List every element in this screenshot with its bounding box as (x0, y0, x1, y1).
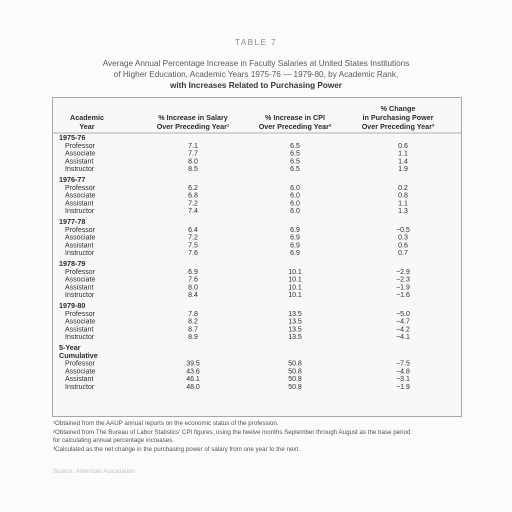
purchasing-power-value: 0.7 (398, 250, 408, 258)
purchasing-power-value: −1.6 (396, 292, 410, 300)
rank-label: Associate (65, 318, 96, 326)
cpi-value: 50.8 (288, 360, 302, 368)
rank-label: Professor (65, 268, 95, 276)
cpi-value: 6.5 (290, 158, 300, 166)
purchasing-power-value: −4.8 (396, 368, 410, 376)
cpi-value: 6.5 (290, 150, 300, 158)
purchasing-power-value: −2.3 (396, 276, 410, 284)
cpi-value: 50.8 (288, 376, 302, 384)
header-cpi-increase: Over Preceding Year² (258, 122, 332, 131)
cpi-value: 6.0 (290, 200, 300, 208)
purchasing-power-value: 1.1 (398, 150, 408, 158)
rank-label: Assistant (65, 242, 94, 250)
purchasing-power-value: −1.9 (396, 284, 410, 292)
title-line-1: Average Annual Percentage Increase in Faculty Salaries at United States Institutions (102, 59, 410, 68)
purchasing-power-value: −5.0 (396, 310, 410, 318)
rank-label: Associate (65, 192, 96, 200)
salary-value: 7.1 (188, 142, 198, 150)
cpi-value: 6.0 (290, 192, 300, 200)
footnote-3: ³Calculated as the net change in the purchasing power of salary from one year to the next. (53, 445, 300, 453)
cpi-value: 6.9 (290, 242, 300, 250)
footnote-1: ¹Obtained from the AAUP annual reports on the economic status of the profession. (53, 420, 279, 427)
salary-table (52, 97, 462, 417)
rank-label: Instructor (65, 384, 95, 391)
rank-label: Associate (65, 234, 96, 242)
purchasing-power-value: 0.8 (398, 192, 408, 200)
purchasing-power-value: 1.4 (398, 158, 408, 166)
purchasing-power-value: 1.1 (398, 200, 408, 208)
purchasing-power-value: −1.9 (396, 384, 410, 391)
salary-value: 48.0 (186, 384, 200, 391)
salary-table-grid (53, 98, 461, 416)
purchasing-power-value: −2.9 (396, 268, 410, 276)
salary-value: 8.9 (188, 334, 198, 342)
cpi-value: 6.0 (290, 208, 300, 216)
salary-value: 8.2 (188, 318, 198, 326)
rank-label: Instructor (65, 292, 95, 300)
group-label: 1978-79 (59, 259, 86, 268)
purchasing-power-value: −4.7 (396, 318, 410, 326)
title-line-2: of Higher Education, Academic Years 1975-76 — 1979-80, by Academic Rank, (113, 70, 399, 79)
cpi-value: 10.1 (288, 268, 302, 276)
salary-value: 8.0 (188, 284, 198, 292)
salary-value: 43.6 (186, 368, 200, 376)
cpi-value: 6.9 (290, 226, 300, 234)
cpi-value: 50.8 (288, 384, 302, 391)
salary-value: 46.1 (186, 376, 200, 384)
salary-value: 7.6 (188, 250, 198, 258)
rank-label: Professor (65, 310, 95, 318)
header-salary-increase: Over Preceding Year¹ (156, 122, 230, 131)
salary-value: 8.5 (188, 166, 198, 174)
salary-value: 7.6 (188, 276, 198, 284)
header-purchasing-power: % Change (380, 104, 416, 113)
salary-value: 7.4 (188, 208, 198, 216)
purchasing-power-value: −7.5 (396, 360, 410, 368)
table-title (60, 58, 452, 91)
header-academic-year: Year (79, 122, 95, 131)
rank-label: Assistant (65, 158, 94, 166)
group-label: Cumulative (59, 350, 98, 360)
table-label: TABLE 7 (235, 38, 277, 47)
salary-value: 6.2 (188, 184, 198, 192)
footnote-2-continued: for calculating annual percentage increases. (53, 437, 175, 445)
group-label: 1977-78 (59, 217, 86, 226)
header-purchasing-power: Over Preceding Year³ (361, 122, 435, 131)
salary-value: 8.0 (188, 158, 198, 166)
purchasing-power-value: 0.6 (398, 142, 408, 150)
purchasing-power-value: 1.3 (398, 208, 408, 216)
salary-value: 7.5 (188, 242, 198, 250)
header-purchasing-power: in Purchasing Power (362, 113, 434, 122)
salary-value: 8.7 (188, 326, 198, 334)
rank-label: Professor (65, 226, 95, 234)
footnote-2: ²Obtained from The Bureau of Labor Statistics' CPI figures, using the twelve months September through August as the base period (53, 428, 411, 436)
rank-label: Assistant (65, 200, 94, 208)
group-label: 1979-80 (59, 301, 86, 310)
rank-label: Professor (65, 360, 95, 368)
cpi-value: 10.1 (288, 284, 302, 292)
rank-label: Professor (65, 184, 95, 192)
rank-label: Instructor (65, 334, 95, 342)
purchasing-power-value: −3.1 (396, 376, 410, 384)
footnotes (53, 420, 473, 454)
header-salary-increase: % Increase in Salary (158, 113, 228, 122)
purchasing-power-value: 0.6 (398, 242, 408, 250)
rank-label: Instructor (65, 208, 95, 216)
salary-value: 7.8 (188, 310, 198, 318)
rank-label: Associate (65, 368, 96, 376)
title-line-3: with Increases Related to Purchasing Power (170, 81, 342, 90)
salary-value: 7.2 (188, 234, 198, 242)
purchasing-power-value: 0.2 (398, 184, 408, 192)
rank-label: Instructor (65, 250, 95, 258)
rank-label: Assistant (65, 376, 94, 384)
header-cpi-increase: % Increase in CPI (265, 113, 325, 122)
rank-label: Associate (65, 150, 96, 158)
salary-value: 6.4 (188, 226, 198, 234)
rank-label: Assistant (65, 326, 94, 334)
source-note: Source: American Association (53, 468, 135, 475)
rank-label: Professor (65, 142, 95, 150)
cpi-value: 6.9 (290, 250, 300, 258)
cpi-value: 6.5 (290, 142, 300, 150)
cpi-value: 13.5 (288, 334, 302, 342)
cpi-value: 13.5 (288, 326, 302, 334)
purchasing-power-value: 0.3 (398, 234, 408, 242)
salary-value: 6.8 (188, 192, 198, 200)
salary-value: 6.9 (188, 268, 198, 276)
salary-value: 7.7 (188, 150, 198, 158)
rank-label: Assistant (65, 284, 94, 292)
purchasing-power-value: 1.9 (398, 166, 408, 174)
purchasing-power-value: −0.5 (396, 226, 410, 234)
cpi-value: 13.5 (288, 318, 302, 326)
group-label: 1975-76 (59, 133, 86, 142)
group-label: 1976-77 (59, 175, 86, 184)
cpi-value: 6.0 (290, 184, 300, 192)
rank-label: Instructor (65, 166, 95, 174)
salary-value: 39.5 (186, 360, 200, 368)
cpi-value: 10.1 (288, 276, 302, 284)
header-academic-year: Academic (70, 113, 104, 122)
cpi-value: 50.8 (288, 368, 302, 376)
purchasing-power-value: −4.2 (396, 326, 410, 334)
group-label: 5-Year (59, 343, 81, 352)
purchasing-power-value: −4.1 (396, 334, 410, 342)
cpi-value: 6.9 (290, 234, 300, 242)
cpi-value: 10.1 (288, 292, 302, 300)
salary-value: 8.4 (188, 292, 198, 300)
rank-label: Associate (65, 276, 96, 284)
salary-value: 7.2 (188, 200, 198, 208)
cpi-value: 13.5 (288, 310, 302, 318)
cpi-value: 6.5 (290, 166, 300, 174)
